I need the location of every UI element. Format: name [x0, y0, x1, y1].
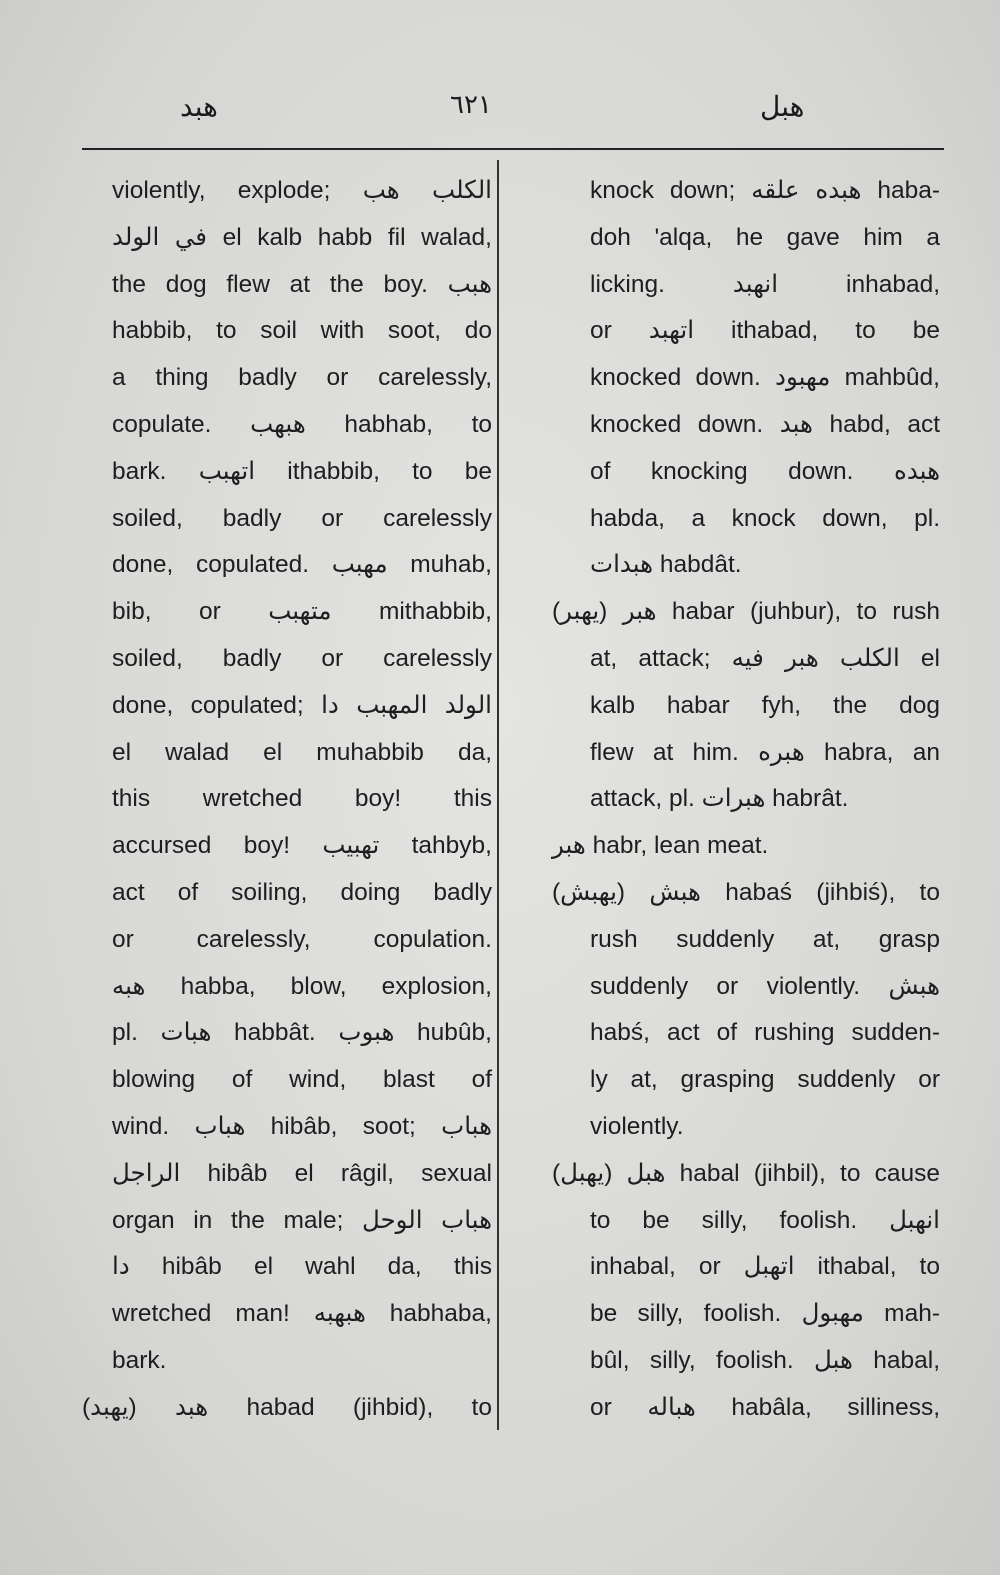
left-line: violently, explode; الكلب هب [112, 177, 492, 204]
right-line: rush suddenly at, grasp [590, 925, 940, 953]
right-line: habda, a knock down, pl. [590, 504, 940, 532]
left-headword: هبد [180, 90, 218, 123]
left-line: a thing badly or carelessly, [112, 364, 492, 392]
left-line: دا hibâb el wahl da, this [112, 1253, 492, 1281]
right-line: هبدات habdât. [590, 551, 742, 579]
left-line: bib, or متهبب mithabbib, [112, 598, 492, 626]
left-line: bark. اتهبب ithabbib, to be [112, 457, 493, 485]
left-line: el walad el muhabbib da, [112, 738, 492, 766]
left-line: this wretched boy! this [112, 785, 492, 813]
header-rule [82, 148, 944, 150]
left-line: الراجل hibâb el râgil, sexual [112, 1159, 492, 1187]
right-line: violently. [590, 1112, 684, 1140]
right-line: inhabal, or اتهبل ithabal, to [590, 1253, 940, 1281]
right-line: knocked down. مهبود mahbûd, [590, 364, 940, 392]
right-line: licking. انهبد inhabad, [590, 270, 940, 298]
right-line-entry: هبر habr, lean meat. [552, 832, 769, 860]
left-line: soiled, badly or carelessly [112, 504, 492, 532]
left-line: هبه habba, blow, explosion, [112, 972, 492, 1000]
right-line: kalb habar fyh, the dog [590, 691, 940, 719]
left-line: wretched man! هبهبه habhaba, [112, 1300, 492, 1328]
left-line: act of soiling, doing badly [112, 878, 492, 906]
right-line: to be silly, foolish. انهبل [590, 1206, 940, 1234]
right-headword: هبل [760, 90, 805, 123]
left-line-entry: هبد (يهبد) habad (jihbid), to [82, 1393, 492, 1421]
right-line: ly at, grasping suddenly or [590, 1066, 940, 1094]
column-divider [497, 160, 499, 1430]
left-column [82, 168, 493, 1432]
left-line: copulate. هبهب habhab, to [112, 410, 493, 438]
right-line: at, attack; الكلب هبر فيه el [590, 644, 941, 672]
left-line: the dog flew at the boy. هبب [112, 270, 492, 298]
left-line: wind. هباب hibâb, soot; هباب [112, 1112, 492, 1140]
left-line: organ in the male; هباب الوحل [112, 1206, 492, 1234]
left-line: done, copulated. مهبب muhab, [112, 551, 492, 579]
left-line: or carelessly, copulation. [112, 925, 492, 953]
right-line-entry: هبل (يهبل) habal (jihbil), to cause [552, 1159, 940, 1187]
left-line: pl. هبات habbât. هبوب hubûb, [112, 1019, 492, 1047]
right-line: doh 'alqa, he gave him a [590, 223, 940, 251]
right-line: knock down; هبده علقه haba- [590, 177, 941, 204]
right-line: flew at him. هبره habra, an [590, 738, 940, 766]
page-header [80, 90, 940, 130]
left-line: blowing of wind, blast of [112, 1066, 492, 1094]
right-line: knocked down. هبد habd, act [590, 410, 941, 438]
left-line: habbib, to soil with soot, do [112, 317, 492, 345]
right-line: or اتهبد ithabad, to be [590, 317, 940, 345]
right-line: of knocking down. هبده [590, 457, 940, 485]
right-line: or هباله habâla, silliness, [590, 1393, 940, 1421]
right-column [552, 168, 941, 1432]
right-line: bûl, silly, foolish. هبل habal, [590, 1346, 940, 1374]
right-line: attack, pl. هبرات habrât. [590, 785, 849, 813]
right-line-entry: هبر (يهبر) habar (juhbur), to rush [552, 598, 940, 626]
left-line: soiled, badly or carelessly [112, 644, 492, 672]
left-line: accursed boy! تهبيب tahbyb, [112, 832, 492, 860]
right-line: suddenly or violently. هبش [590, 972, 940, 1000]
page-number: ٦٢١ [450, 90, 492, 120]
left-line: bark. [112, 1346, 167, 1374]
right-line: be silly, foolish. مهبول mah- [590, 1300, 940, 1328]
right-line: habś, act of rushing sudden- [590, 1019, 940, 1047]
left-line: في الولد el kalb habb fil walad, [112, 223, 492, 251]
right-line-entry: هبش (يهبش) habaś (jihbiś), to [552, 878, 940, 906]
left-line: done, copulated; الولد المهبب دا [112, 691, 492, 719]
